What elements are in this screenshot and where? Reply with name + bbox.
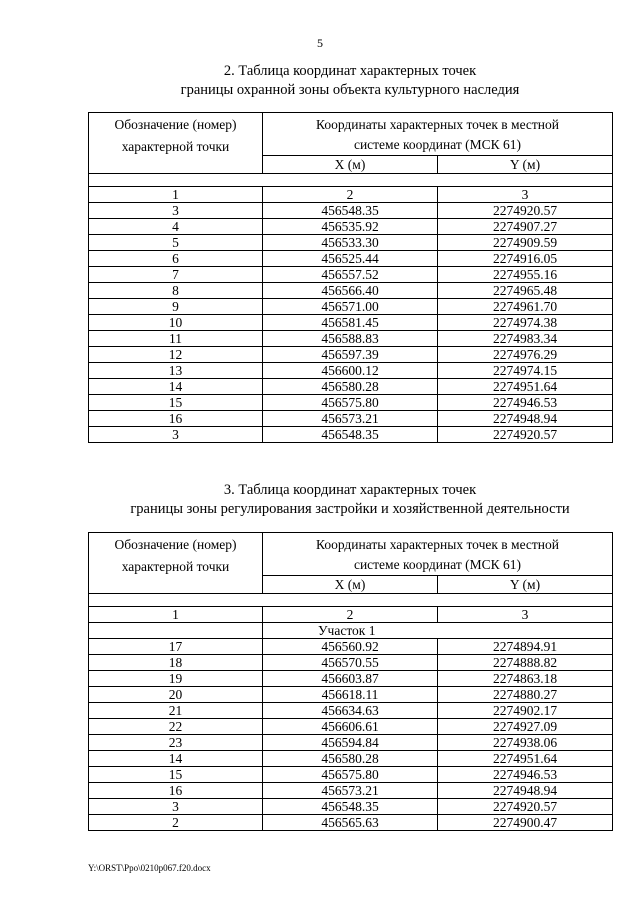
point-number-cell: 20 [89,687,263,703]
point-number-cell: 7 [89,267,263,283]
y-coordinate-cell: 2274900.47 [438,815,613,831]
section-label: Участок 1 [318,622,376,638]
x-coordinate-cell: 456560.92 [263,639,438,655]
point-number-cell: 9 [89,299,263,315]
point-number-cell: 4 [89,219,263,235]
page-number: 5 [317,36,323,50]
header-point-number: Обозначение (номер) характерной точки [89,533,263,594]
x-coordinate-cell: 456600.12 [263,363,438,379]
x-coordinate-cell: 456565.63 [263,815,438,831]
table2-title-line1: 3. Таблица координат характерных точек [223,482,477,498]
table-row [89,703,613,719]
point-number-cell: 15 [89,395,263,411]
table-row [89,299,613,315]
x-coordinate-cell: 456533.30 [263,235,438,251]
x-coordinate-cell: 456548.35 [263,799,438,815]
x-coordinate-cell: 456525.44 [263,251,438,267]
x-coordinate-cell: 456594.84 [263,735,438,751]
table-row [89,315,613,331]
y-coordinate-cell: 2274961.70 [438,299,613,315]
header-y: Y (м) [438,576,613,594]
table-row [89,639,613,655]
y-coordinate-cell: 2274983.34 [438,331,613,347]
header-x: X (м) [263,576,438,594]
point-number-cell: 19 [89,671,263,687]
table-row [89,347,613,363]
y-coordinate-cell: 2274974.15 [438,363,613,379]
point-number-cell: 6 [89,251,263,267]
y-coordinate-cell: 2274880.27 [438,687,613,703]
x-coordinate-cell: 456588.83 [263,331,438,347]
y-coordinate-cell: 2274920.57 [438,799,613,815]
y-coordinate-cell: 2274894.91 [438,639,613,655]
table2-coordinates [88,532,613,831]
x-coordinate-cell: 456548.35 [263,203,438,219]
table-row [89,815,613,831]
footer-file-path: Y:\ORST\Ppo\0210p067.f20.docx [88,863,211,873]
header-coordinates: Координаты характерных точек в местной системе координат (МСК 61) [263,533,613,576]
header-x: X (м) [263,156,438,174]
point-number-cell: 17 [89,639,263,655]
x-coordinate-cell: 456581.45 [263,315,438,331]
y-coordinate-cell: 2274976.29 [438,347,613,363]
table-row [89,395,613,411]
table1-coordinates [88,112,613,443]
point-number-cell: 16 [89,783,263,799]
y-coordinate-cell: 2274909.59 [438,235,613,251]
column-index-cell: 3 [438,607,613,623]
column-index-cell: 3 [438,187,613,203]
y-coordinate-cell: 2274974.38 [438,315,613,331]
table-row [89,735,613,751]
x-coordinate-cell: 456634.63 [263,703,438,719]
point-number-cell: 14 [89,379,263,395]
y-coordinate-cell: 2274920.57 [438,203,613,219]
table-row [89,219,613,235]
x-coordinate-cell: 456597.39 [263,347,438,363]
table1-title-line2: границы охранной зоны объекта культурного наследия [180,82,520,98]
table-row [89,783,613,799]
point-number-cell: 13 [89,363,263,379]
x-coordinate-cell: 456573.21 [263,783,438,799]
y-coordinate-cell: 2274863.18 [438,671,613,687]
header-point-number: Обозначение (номер) характерной точки [89,113,263,174]
x-coordinate-cell: 456575.80 [263,767,438,783]
table2-title [88,481,612,519]
point-number-cell: 23 [89,735,263,751]
x-coordinate-cell: 456557.52 [263,267,438,283]
table-row [89,331,613,347]
x-coordinate-cell: 456603.87 [263,671,438,687]
x-coordinate-cell: 456618.11 [263,687,438,703]
table1-title [88,62,612,100]
table-row [89,251,613,267]
table-row [89,799,613,815]
y-coordinate-cell: 2274951.64 [438,379,613,395]
x-coordinate-cell: 456573.21 [263,411,438,427]
point-number-cell: 22 [89,719,263,735]
table-row [89,655,613,671]
point-number-cell: 16 [89,411,263,427]
x-coordinate-cell: 456570.55 [263,655,438,671]
table-row [89,671,613,687]
point-number-cell: 18 [89,655,263,671]
y-coordinate-cell: 2274916.05 [438,251,613,267]
y-coordinate-cell: 2274888.82 [438,655,613,671]
header-spacer [89,174,613,187]
table-row [89,235,613,251]
table-row [89,283,613,299]
point-number-cell: 3 [89,799,263,815]
point-number-cell: 3 [89,203,263,219]
table-row [89,379,613,395]
x-coordinate-cell: 456606.61 [263,719,438,735]
column-index-row [89,607,613,623]
column-index-cell: 2 [263,187,438,203]
point-number-cell: 10 [89,315,263,331]
table-row [89,411,613,427]
y-coordinate-cell: 2274938.06 [438,735,613,751]
point-number-cell: 2 [89,815,263,831]
table-row [89,363,613,379]
y-coordinate-cell: 2274920.57 [438,427,613,443]
point-number-cell: 3 [89,427,263,443]
table-row [89,719,613,735]
section-empty-cell [89,623,263,639]
column-index-cell: 1 [89,607,263,623]
table-row [89,767,613,783]
header-y: Y (м) [438,156,613,174]
point-number-cell: 5 [89,235,263,251]
table2-title-line2: границы зоны регулирования застройки и хозяйственной деятельности [130,501,570,517]
y-coordinate-cell: 2274902.17 [438,703,613,719]
table-row [89,267,613,283]
y-coordinate-cell: 2274955.16 [438,267,613,283]
column-index-row [89,187,613,203]
column-index-cell: 2 [263,607,438,623]
table-row [89,203,613,219]
point-number-cell: 8 [89,283,263,299]
y-coordinate-cell: 2274927.09 [438,719,613,735]
x-coordinate-cell: 456548.35 [263,427,438,443]
column-index-cell: 1 [89,187,263,203]
table1-title-line1: 2. Таблица координат характерных точек [223,63,477,79]
x-coordinate-cell: 456580.28 [263,751,438,767]
point-number-cell: 15 [89,767,263,783]
y-coordinate-cell: 2274946.53 [438,767,613,783]
section-label-cell [263,623,613,639]
point-number-cell: 11 [89,331,263,347]
y-coordinate-cell: 2274951.64 [438,751,613,767]
point-number-cell: 21 [89,703,263,719]
x-coordinate-cell: 456580.28 [263,379,438,395]
x-coordinate-cell: 456566.40 [263,283,438,299]
y-coordinate-cell: 2274965.48 [438,283,613,299]
x-coordinate-cell: 456575.80 [263,395,438,411]
table-row [89,687,613,703]
y-coordinate-cell: 2274907.27 [438,219,613,235]
x-coordinate-cell: 456535.92 [263,219,438,235]
header-spacer [89,594,613,607]
table-row [89,427,613,443]
x-coordinate-cell: 456571.00 [263,299,438,315]
header-coordinates: Координаты характерных точек в местной системе координат (МСК 61) [263,113,613,156]
point-number-cell: 12 [89,347,263,363]
y-coordinate-cell: 2274946.53 [438,395,613,411]
section-row [89,623,613,639]
point-number-cell: 14 [89,751,263,767]
table-row [89,751,613,767]
y-coordinate-cell: 2274948.94 [438,783,613,799]
y-coordinate-cell: 2274948.94 [438,411,613,427]
